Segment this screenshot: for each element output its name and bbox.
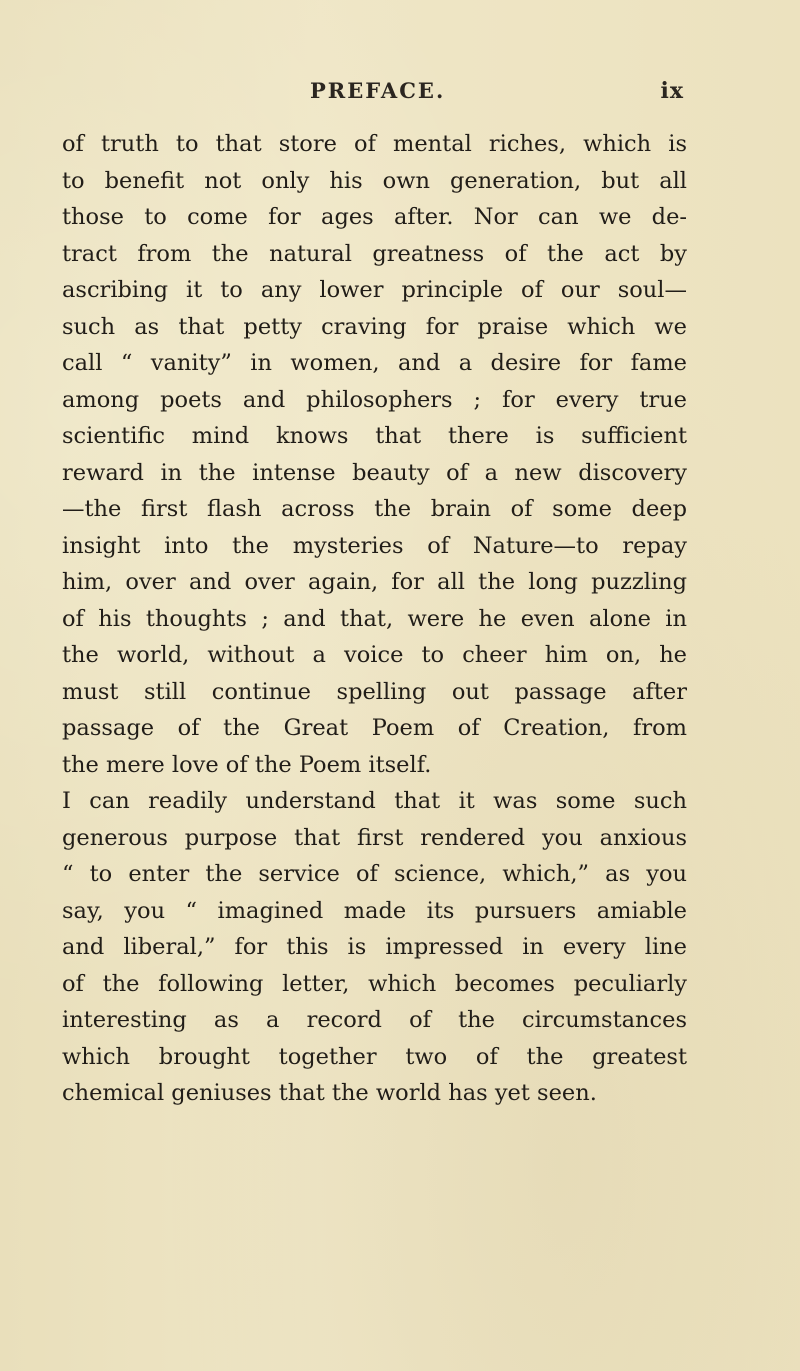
text-line: ascribing it to any lower principle of our soul— <box>62 277 687 303</box>
text-line: say, you “ imagined made its pursuers amiable <box>62 897 687 924</box>
text-line: of his thoughts ; and that, were he even alone in <box>62 605 687 632</box>
text-line: tract from the natural greatness of the act by <box>62 240 687 267</box>
body-text <box>62 126 687 1112</box>
text-line: him, over and over again, for all the long puzzling <box>62 569 687 595</box>
text-line: must still continue spelling out passage after <box>62 678 687 705</box>
text-line: to benefit not only his own generation, but all <box>62 167 687 194</box>
text-line: call “ vanity” in women, and a desire for fame <box>62 350 687 376</box>
paragraph-end-line: the mere love of the Poem itself. <box>62 751 432 778</box>
running-title: PREFACE. <box>310 78 446 103</box>
running-head <box>64 78 684 108</box>
text-line: passage of the Great Poem of Creation, from <box>62 715 687 741</box>
text-line: reward in the intense beauty of a new discovery <box>62 459 687 486</box>
paragraph-start-line: I can readily understand that it was some such <box>62 788 687 814</box>
text-line: “ to enter the service of science, which,” as you <box>62 861 687 887</box>
text-line: the world, without a voice to cheer him on, he <box>62 642 687 668</box>
text-line: among poets and philosophers ; for every true <box>62 386 687 413</box>
paragraph-end-line: chemical geniuses that the world has yet seen. <box>62 1080 597 1106</box>
text-line: scientific mind knows that there is sufficient <box>62 423 687 449</box>
text-line: those to come for ages after. Nor can we de- <box>62 204 687 230</box>
text-line: of truth to that store of mental riches, which is <box>62 131 687 157</box>
text-line: generous purpose that first rendered you anxious <box>62 824 687 851</box>
text-line: of the following letter, which becomes peculiarly <box>62 970 687 997</box>
text-line: such as that petty craving for praise which we <box>62 313 687 340</box>
text-line: and liberal,” for this is impressed in every line <box>62 934 687 960</box>
page-number: ix <box>660 78 684 104</box>
text-line: insight into the mysteries of Nature—to repay <box>62 532 687 559</box>
text-line: —the first flash across the brain of some deep <box>62 496 687 522</box>
text-line: interesting as a record of the circumstances <box>62 1007 687 1033</box>
text-line: which brought together two of the greatest <box>62 1043 687 1070</box>
